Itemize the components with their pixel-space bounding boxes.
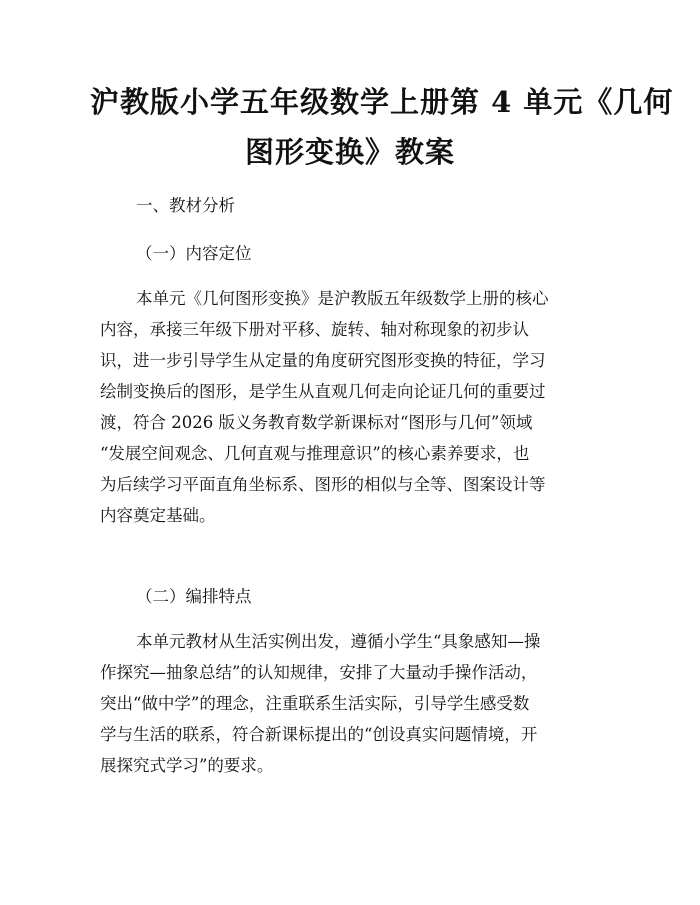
paragraph-line: 内容奠定基础。	[100, 506, 216, 525]
subsection-heading-layout-features: （二）编排特点	[136, 587, 252, 606]
paragraph-line: 作探究—抽象总结”的认知规律，安排了大量动手操作活动，	[100, 663, 538, 682]
paragraph-line: 本单元教材从生活实例出发，遵循小学生“具象感知—操	[136, 632, 541, 651]
paragraph-line: 本单元《几何图形变换》是沪教版五年级数学上册的核心	[136, 289, 549, 308]
document-title-line-1: 沪教版小学五年级数学上册第 4 单元《几何	[90, 85, 674, 119]
paragraph-content-positioning	[100, 283, 600, 531]
subsection-heading-content-positioning: （一）内容定位	[136, 244, 252, 263]
document-title-line-2: 图形变换》教案	[244, 135, 455, 169]
section-heading-teaching-material-analysis: 一、教材分析	[136, 196, 235, 215]
paragraph-line: 识，进一步引导学生从定量的角度研究图形变换的特征，学习	[100, 351, 546, 370]
paragraph-line: 渡，符合 2026 版义务教育数学新课标对“图形与几何”领域	[100, 413, 533, 432]
paragraph-line: 学与生活的联系，符合新课标提出的“创设真实问题情境，开	[100, 725, 538, 744]
paragraph-layout-features	[100, 626, 600, 781]
paragraph-line: 为后续学习平面直角坐标系、图形的相似与全等、图案设计等	[100, 475, 546, 494]
paragraph-line: 突出“做中学”的理念，注重联系生活实际，引导学生感受数	[100, 694, 530, 713]
paragraph-line: “发展空间观念、几何直观与推理意识”的核心素养要求，也	[100, 444, 530, 463]
paragraph-line: 绘制变换后的图形，是学生从直观几何走向论证几何的重要过	[100, 382, 546, 401]
paragraph-line: 内容，承接三年级下册对平移、旋转、轴对称现象的初步认	[100, 320, 529, 339]
paragraph-line: 展探究式学习”的要求。	[100, 756, 274, 775]
